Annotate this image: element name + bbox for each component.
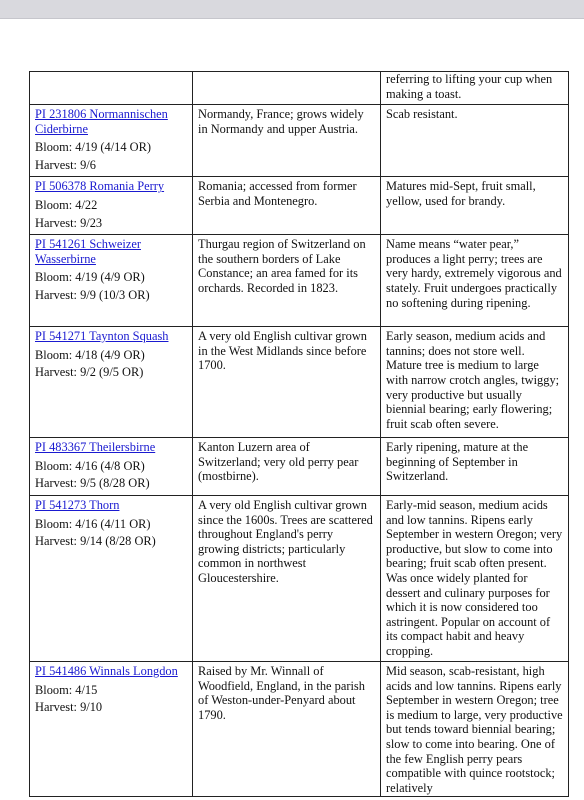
origin-text: Raised by Mr. Winnall of Woodfield, England, in the parish of Weston-under-Penyard about 1790. [198,663,365,722]
notes-text: Early season, medium acids and tannins; does not store well. Mature tree is medium to large with narrow crotch angles, twiggy; very productive but usually biennial bearing; early flowering; fruit scab often severe. [386,329,560,431]
table-row [30,235,569,327]
origin-text: Thurgau region of Switzerland on the southern borders of Lake Constance; an area famed for its orchards. Recorded in 1823. [198,237,366,295]
notes-text: Early ripening, mature at the beginning of September in Switzerland. [386,440,529,484]
harvest-date: Harvest: 9/23 [35,215,103,230]
origin-text: A very old English cultivar grown since the 1600s. Trees are scattered throughout England's perry growing districts; particularly common in northwest Gloucestershire. [198,497,373,585]
notes-cell [381,495,569,661]
cultivar-cell [30,327,193,438]
notes-text: Early-mid season, medium acids and low tannins. Ripens early September in western Oregon; very productive, but slow to come into bearing; fruit scab often present. Was once widely planted for dessert and culinary purposes for which it is now considered too astringent. Popular on account of its compact habit and heavy cropping. [386,497,563,658]
origin-text: Normandy, France; grows widely in Normandy and upper Austria. [198,107,364,136]
table-row [30,177,569,235]
harvest-date: Harvest: 9/2 (9/5 OR) [35,365,144,380]
notes-cell [381,105,569,177]
origin-cell [193,72,381,105]
notes-text: Matures mid-Sept, fruit small, yellow, used for brandy. [386,179,536,208]
cultivar-cell [30,495,193,661]
harvest-date: Harvest: 9/6 [35,157,96,172]
origin-cell [193,495,381,661]
origin-text: Romania; accessed from former Serbia and Montenegro. [198,179,357,208]
notes-text: Mid season, scab-resistant, high acids and low tannins. Ripens early September in western Oregon; tree is medium to large, very productive but tends toward biennial bearing; slow to come into bearing. One of the few English perry pears compatible with quince rootstock; relatively [386,663,563,795]
notes-text: Scab resistant. [386,107,458,121]
cultivar-link[interactable]: PI 506378 Romania Perry [35,179,165,194]
notes-cell [381,72,569,105]
cultivar-link[interactable]: PI 231806 Normannischen Ciderbirne [35,107,168,136]
cultivar-cell [30,72,193,105]
cultivar-link[interactable]: PI 541486 Winnals Longdon [35,663,178,678]
document-page [0,19,584,800]
cultivar-cell [30,235,193,327]
cultivar-link[interactable]: PI 541273 Thorn [35,497,120,512]
bloom-date: Bloom: 4/15 [35,682,98,697]
origin-cell [193,327,381,438]
table-row [30,438,569,496]
bloom-date: Bloom: 4/18 (4/9 OR) [35,347,145,362]
notes-text: referring to lifting your cup when making a toast. [386,72,553,101]
cultivar-cell [30,177,193,235]
notes-cell [381,177,569,235]
harvest-date: Harvest: 9/5 (8/28 OR) [35,476,150,491]
notes-text: Name means “water pear,” produces a light perry; trees are very hardy, extremely vigorous and stately. Fruit undergoes practically no softening during ripening. [386,237,562,310]
table-row [30,661,569,796]
table-row [30,495,569,661]
cultivar-link[interactable]: PI 541271 Taynton Squash [35,329,169,344]
harvest-date: Harvest: 9/14 (8/28 OR) [35,534,156,549]
origin-text: A very old English cultivar grown in the West Midlands since before 1700. [198,329,367,373]
origin-cell [193,661,381,796]
notes-cell [381,661,569,796]
table-row [30,72,569,105]
cultivar-cell [30,105,193,177]
origin-cell [193,105,381,177]
notes-cell [381,327,569,438]
harvest-date: Harvest: 9/9 (10/3 OR) [35,287,150,302]
origin-cell [193,177,381,235]
origin-text: Kanton Luzern area of Switzerland; very old perry pear (mostbirne). [198,440,359,484]
table-row [30,105,569,177]
perry-pear-table [29,71,569,797]
notes-cell [381,438,569,496]
cultivar-link[interactable]: PI 541261 Schweizer Wasserbirne [35,237,141,266]
viewer-top-bar [0,0,584,19]
origin-cell [193,235,381,327]
bloom-date: Bloom: 4/16 (4/11 OR) [35,516,151,531]
harvest-date: Harvest: 9/10 [35,700,103,715]
bloom-date: Bloom: 4/22 [35,197,98,212]
notes-cell [381,235,569,327]
bloom-date: Bloom: 4/19 (4/9 OR) [35,270,145,285]
cultivar-link[interactable]: PI 483367 Theilersbirne [35,440,156,455]
bloom-date: Bloom: 4/16 (4/8 OR) [35,458,145,473]
cultivar-cell [30,438,193,496]
origin-cell [193,438,381,496]
table-row [30,327,569,438]
cultivar-cell [30,661,193,796]
bloom-date: Bloom: 4/19 (4/14 OR) [35,140,151,155]
